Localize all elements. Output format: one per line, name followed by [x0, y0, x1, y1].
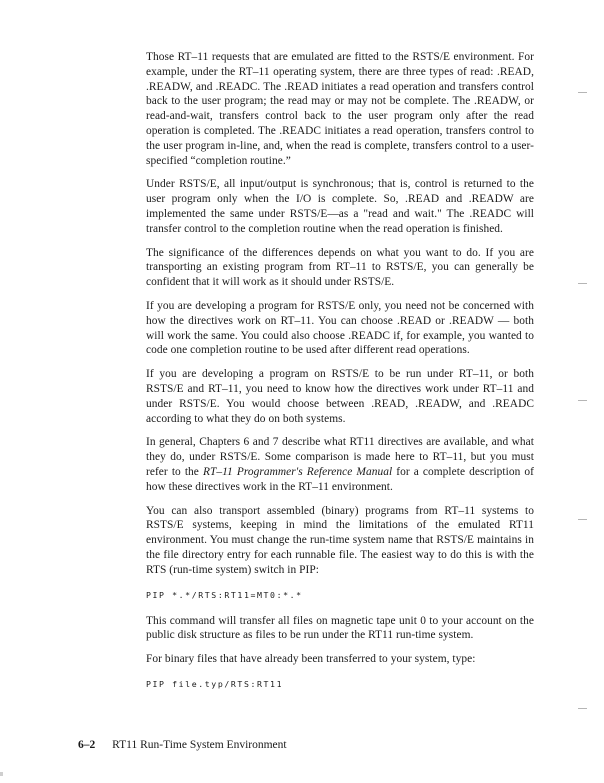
paragraph-chapters-after: for a complete description of how these directives work in the RT–11 environment.	[146, 465, 534, 493]
paragraph-binary-files: For binary files that have already been transferred to your system, type:	[146, 653, 476, 666]
paragraph-command-explanation: This command will transfer all files on magnetic tape unit 0 to your account on the public disk structure as files to be run under the RT11 run-time system.	[146, 614, 534, 642]
scan-edge-mark	[0, 772, 3, 776]
paragraph-synchronous-io: Under RSTS/E, all input/output is synchronous; that is, control is returned to the user program only when the I/O is complete. So, .READ and .READW are implemented the same under RSTS/E—as a "read and wait." The .READC will transfer control to the completion routine when the read operation is finished.	[146, 178, 534, 235]
code-pip-rts-command: PIP file.typ/RTS:RT11	[146, 678, 284, 689]
margin-tick-mark	[578, 92, 587, 93]
paragraph-both-systems: If you are developing a program on RSTS/E to be run under RT–11, or both RSTS/E and RT–11, you need to know how the directives work under RT–11 and under RSTS/E. You would choose between .READ, .READW, and .READC according to what they do on both systems.	[146, 368, 534, 425]
paragraph-emulated-requests: Those RT–11 requests that are emulated are fitted to the RSTS/E environment. For example, under the RT–11 operating system, there are three types of read: .READ, .READW, and .READC. The .READ initiates a read operation and transfers control back to the user program; the read may or may not be complete. The .READW, or read-and-wait, transfers control back to the user program only after the read operation is completed. The .READC initiates a read operation, transfers control to the user program in-line, and, when the read is complete, transfers control to a user-specified “completion routine.”	[146, 51, 534, 167]
page-number: 6–2	[78, 739, 96, 751]
manual-title: RT–11 Programmer's Reference Manual	[202, 465, 393, 478]
paragraph-chapters	[146, 435, 534, 494]
margin-tick-mark	[578, 400, 587, 401]
paragraph-significance: The significance of the differences depends on what you want to do. If you are transporting an existing program from RT–11 to RSTS/E, you can generally be confident that it will work as it should under RSTS/E.	[146, 246, 534, 289]
margin-tick-mark	[578, 708, 587, 709]
footer-title: RT11 Run-Time System Environment	[112, 739, 287, 751]
page-footer	[78, 739, 287, 751]
page-body	[146, 50, 534, 703]
margin-tick-mark	[578, 283, 587, 284]
code-pip-transfer-command: PIP *.*/RTS:RT11=MT0:*.*	[146, 589, 303, 600]
paragraph-chapters-before: In general, Chapters 6 and 7 describe what RT11 directives are available, and what they do, under RSTS/E. Some comparison is made here to RT–11, but you must refer to the	[146, 436, 534, 478]
paragraph-rsts-only: If you are developing a program for RSTS/E only, you need not be concerned with how the directives work on RT–11. You can choose .READ or .READW — both will work the same. You could also choose .READC if, for example, you wanted to code one completion routine to be used after different read operations.	[146, 299, 534, 357]
paragraph-binary-transport: You can also transport assembled (binary) programs from RT–11 systems to RSTS/E systems, keeping in mind the limitations of the emulated RT11 environment. You must change the run-time system name that RSTS/E maintains in the file directory entry for each runnable file. The easiest way to do this is with the RTS (run-time system) switch in PIP:	[146, 504, 534, 576]
margin-tick-mark	[578, 519, 587, 520]
